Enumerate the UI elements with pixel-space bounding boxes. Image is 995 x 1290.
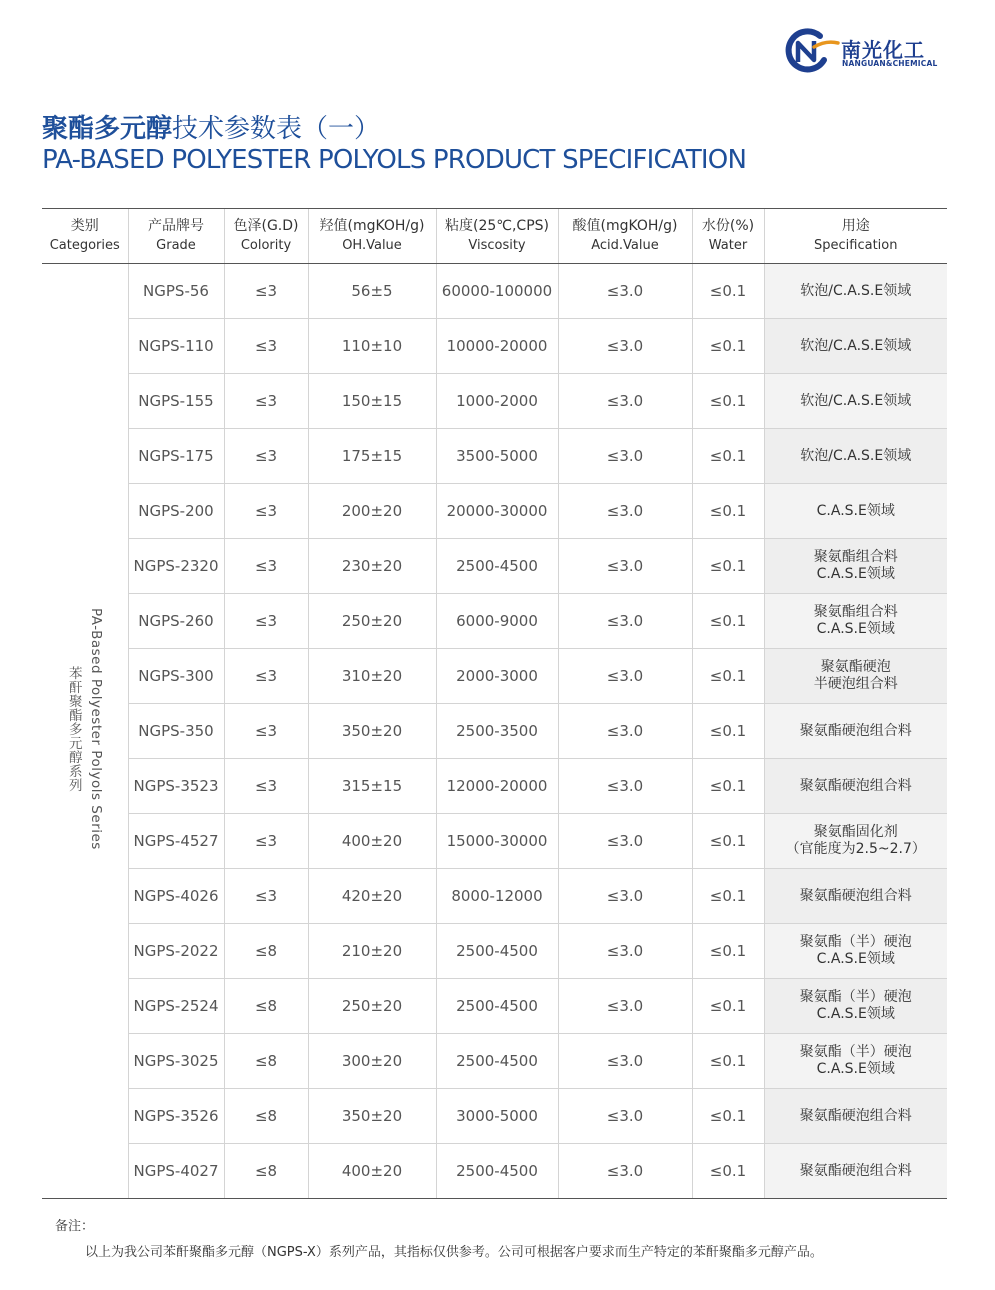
colority-cell: ≤3 bbox=[224, 539, 308, 594]
oh-value-cell: 350±20 bbox=[308, 704, 436, 759]
acid-value-cell: ≤3.0 bbox=[558, 979, 692, 1034]
table-row bbox=[42, 704, 947, 759]
colority-cell: ≤3 bbox=[224, 649, 308, 704]
colority-cell: ≤8 bbox=[224, 924, 308, 979]
header-water bbox=[692, 209, 764, 264]
specification-cell bbox=[764, 979, 947, 1034]
header-en: Viscosity bbox=[468, 238, 526, 253]
colority-cell: ≤3 bbox=[224, 704, 308, 759]
specification-line: 聚氨酯硬泡 bbox=[820, 659, 891, 675]
oh-value-cell: 110±10 bbox=[308, 319, 436, 374]
acid-value-cell: ≤3.0 bbox=[558, 924, 692, 979]
colority-cell: ≤3 bbox=[224, 814, 308, 869]
grade-cell: NGPS-56 bbox=[128, 264, 224, 319]
colority-cell: ≤3 bbox=[224, 264, 308, 319]
specification-line: C.A.S.E领域 bbox=[816, 1006, 895, 1022]
header-viscosity bbox=[436, 209, 558, 264]
colority-cell: ≤3 bbox=[224, 319, 308, 374]
acid-value-cell: ≤3.0 bbox=[558, 1144, 692, 1199]
oh-value-cell: 400±20 bbox=[308, 1144, 436, 1199]
specification-cell bbox=[764, 704, 947, 759]
specification-line: 聚氨酯硬泡组合料 bbox=[799, 1162, 912, 1179]
colority-cell: ≤3 bbox=[224, 594, 308, 649]
oh-value-cell: 315±15 bbox=[308, 759, 436, 814]
oh-value-cell: 150±15 bbox=[308, 374, 436, 429]
viscosity-cell: 2500-4500 bbox=[436, 539, 558, 594]
oh-value-cell: 250±20 bbox=[308, 594, 436, 649]
water-cell: ≤0.1 bbox=[692, 264, 764, 319]
table-row bbox=[42, 924, 947, 979]
specification-cell bbox=[764, 374, 947, 429]
header-cn: 产品牌号 bbox=[148, 218, 204, 234]
acid-value-cell: ≤3.0 bbox=[558, 649, 692, 704]
table-row bbox=[42, 814, 947, 869]
table-row bbox=[42, 484, 947, 539]
page-title-cn-bold: 聚酯多元醇 bbox=[42, 114, 173, 144]
header-en: OH.Value bbox=[342, 238, 402, 253]
water-cell: ≤0.1 bbox=[692, 484, 764, 539]
header-cn: 用途 bbox=[841, 218, 870, 234]
specification-line: C.A.S.E领域 bbox=[816, 621, 895, 637]
specification-line: 聚氨酯硬泡组合料 bbox=[799, 722, 912, 739]
water-cell: ≤0.1 bbox=[692, 704, 764, 759]
viscosity-cell: 2500-4500 bbox=[436, 1034, 558, 1089]
water-cell: ≤0.1 bbox=[692, 979, 764, 1034]
page-title-cn-rest: 技术参数表（一） bbox=[172, 114, 381, 144]
grade-cell: NGPS-200 bbox=[128, 484, 224, 539]
viscosity-cell: 8000-12000 bbox=[436, 869, 558, 924]
viscosity-cell: 12000-20000 bbox=[436, 759, 558, 814]
specification-cell bbox=[764, 1089, 947, 1144]
specification-cell bbox=[764, 319, 947, 374]
header-colority bbox=[224, 209, 308, 264]
grade-cell: NGPS-110 bbox=[128, 319, 224, 374]
table-row bbox=[42, 1034, 947, 1089]
specification-line: 聚氨酯硬泡组合料 bbox=[799, 777, 912, 794]
colority-cell: ≤8 bbox=[224, 1089, 308, 1144]
grade-cell: NGPS-350 bbox=[128, 704, 224, 759]
water-cell: ≤0.1 bbox=[692, 869, 764, 924]
viscosity-cell: 1000-2000 bbox=[436, 374, 558, 429]
table-row bbox=[42, 319, 947, 374]
colority-cell: ≤8 bbox=[224, 1034, 308, 1089]
specification-line: （官能度为2.5~2.7） bbox=[785, 841, 926, 857]
oh-value-cell: 310±20 bbox=[308, 649, 436, 704]
colority-cell: ≤3 bbox=[224, 374, 308, 429]
header-en: Specification bbox=[814, 238, 898, 253]
grade-cell: NGPS-4026 bbox=[128, 869, 224, 924]
notes-title: 备注： bbox=[55, 1219, 95, 1234]
oh-value-cell: 400±20 bbox=[308, 814, 436, 869]
header-categories bbox=[42, 209, 128, 264]
table-row bbox=[42, 759, 947, 814]
viscosity-cell: 60000-100000 bbox=[436, 264, 558, 319]
specification-cell bbox=[764, 1034, 947, 1089]
colority-cell: ≤3 bbox=[224, 869, 308, 924]
grade-cell: NGPS-2320 bbox=[128, 539, 224, 594]
header-specification bbox=[764, 209, 947, 264]
header-cn: 粘度(25℃,CPS) bbox=[444, 218, 549, 234]
water-cell: ≤0.1 bbox=[692, 319, 764, 374]
table-row bbox=[42, 429, 947, 484]
category-label-cn: 苯酐聚酯多元醇系列 bbox=[65, 665, 82, 792]
company-logo bbox=[784, 26, 954, 78]
colority-cell: ≤3 bbox=[224, 429, 308, 484]
specification-line: 聚氨酯组合料 bbox=[813, 549, 898, 565]
grade-cell: NGPS-155 bbox=[128, 374, 224, 429]
colority-cell: ≤3 bbox=[224, 759, 308, 814]
specification-line: 软泡/C.A.S.E领域 bbox=[800, 447, 912, 464]
water-cell: ≤0.1 bbox=[692, 649, 764, 704]
acid-value-cell: ≤3.0 bbox=[558, 374, 692, 429]
specification-line: 聚氨酯（半）硬泡 bbox=[799, 989, 912, 1005]
header-en: Acid.Value bbox=[591, 238, 659, 253]
acid-value-cell: ≤3.0 bbox=[558, 429, 692, 484]
viscosity-cell: 3500-5000 bbox=[436, 429, 558, 484]
specification-cell bbox=[764, 759, 947, 814]
category-cell bbox=[42, 264, 128, 1199]
logo-name-cn: 南光化工 bbox=[841, 38, 925, 62]
water-cell: ≤0.1 bbox=[692, 759, 764, 814]
acid-value-cell: ≤3.0 bbox=[558, 759, 692, 814]
category-label bbox=[63, 608, 107, 850]
page-title-en: PA-BASED POLYESTER POLYOLS PRODUCT SPECIFICATION bbox=[42, 145, 747, 175]
specification-cell bbox=[764, 814, 947, 869]
specification-cell bbox=[764, 429, 947, 484]
oh-value-cell: 420±20 bbox=[308, 869, 436, 924]
header-row bbox=[42, 209, 947, 264]
acid-value-cell: ≤3.0 bbox=[558, 594, 692, 649]
specification-cell bbox=[764, 869, 947, 924]
category-label-en: PA-Based Polyester Polyols Series bbox=[87, 608, 104, 850]
grade-cell: NGPS-4027 bbox=[128, 1144, 224, 1199]
specification-line: 半硬泡组合料 bbox=[813, 676, 898, 692]
specification-line: 软泡/C.A.S.E领域 bbox=[800, 337, 912, 354]
header-cn: 水份(%) bbox=[701, 218, 755, 234]
header-en: Categories bbox=[49, 238, 120, 253]
specification-cell bbox=[764, 1144, 947, 1199]
viscosity-cell: 2500-4500 bbox=[436, 1144, 558, 1199]
grade-cell: NGPS-300 bbox=[128, 649, 224, 704]
oh-value-cell: 175±15 bbox=[308, 429, 436, 484]
header-cn: 酸值(mgKOH/g) bbox=[572, 218, 678, 234]
specification-line: C.A.S.E领域 bbox=[816, 1061, 895, 1077]
header-en: Grade bbox=[156, 238, 196, 253]
spec-table bbox=[42, 208, 947, 1199]
table-row bbox=[42, 869, 947, 924]
notes bbox=[55, 1215, 823, 1260]
specification-line: 聚氨酯硬泡组合料 bbox=[799, 1107, 912, 1124]
header-en: Water bbox=[708, 238, 748, 253]
specification-line: 聚氨酯（半）硬泡 bbox=[799, 934, 912, 950]
acid-value-cell: ≤3.0 bbox=[558, 484, 692, 539]
acid-value-cell: ≤3.0 bbox=[558, 1089, 692, 1144]
specification-cell bbox=[764, 924, 947, 979]
logo-name-en: NANGUAN&CHEMICAL bbox=[842, 59, 938, 68]
viscosity-cell: 2500-4500 bbox=[436, 924, 558, 979]
header-cn: 羟值(mgKOH/g) bbox=[319, 218, 425, 234]
grade-cell: NGPS-3523 bbox=[128, 759, 224, 814]
table-row bbox=[42, 1144, 947, 1199]
water-cell: ≤0.1 bbox=[692, 924, 764, 979]
specification-cell bbox=[764, 484, 947, 539]
table-row bbox=[42, 594, 947, 649]
specification-cell bbox=[764, 649, 947, 704]
header-en: Colority bbox=[240, 238, 292, 253]
water-cell: ≤0.1 bbox=[692, 1089, 764, 1144]
header-acid-value bbox=[558, 209, 692, 264]
logo-mark-icon bbox=[784, 26, 840, 78]
page-title-cn bbox=[42, 108, 380, 145]
water-cell: ≤0.1 bbox=[692, 539, 764, 594]
header-oh-value bbox=[308, 209, 436, 264]
oh-value-cell: 230±20 bbox=[308, 539, 436, 594]
viscosity-cell: 20000-30000 bbox=[436, 484, 558, 539]
specification-line: 聚氨酯硬泡组合料 bbox=[799, 887, 912, 904]
acid-value-cell: ≤3.0 bbox=[558, 539, 692, 594]
table-row bbox=[42, 539, 947, 594]
grade-cell: NGPS-2524 bbox=[128, 979, 224, 1034]
oh-value-cell: 300±20 bbox=[308, 1034, 436, 1089]
table-row bbox=[42, 649, 947, 704]
spec-table-body bbox=[42, 264, 947, 1199]
water-cell: ≤0.1 bbox=[692, 429, 764, 484]
table-row bbox=[42, 264, 947, 319]
colority-cell: ≤3 bbox=[224, 484, 308, 539]
specification-cell bbox=[764, 594, 947, 649]
viscosity-cell: 2000-3000 bbox=[436, 649, 558, 704]
acid-value-cell: ≤3.0 bbox=[558, 1034, 692, 1089]
water-cell: ≤0.1 bbox=[692, 1144, 764, 1199]
table-row bbox=[42, 374, 947, 429]
acid-value-cell: ≤3.0 bbox=[558, 319, 692, 374]
colority-cell: ≤8 bbox=[224, 1144, 308, 1199]
grade-cell: NGPS-260 bbox=[128, 594, 224, 649]
table-row bbox=[42, 979, 947, 1034]
header-cn: 类别 bbox=[70, 218, 99, 234]
oh-value-cell: 56±5 bbox=[308, 264, 436, 319]
specification-cell bbox=[764, 539, 947, 594]
oh-value-cell: 250±20 bbox=[308, 979, 436, 1034]
oh-value-cell: 210±20 bbox=[308, 924, 436, 979]
colority-cell: ≤8 bbox=[224, 979, 308, 1034]
viscosity-cell: 2500-3500 bbox=[436, 704, 558, 759]
specification-line: 聚氨酯组合料 bbox=[813, 604, 898, 620]
oh-value-cell: 350±20 bbox=[308, 1089, 436, 1144]
viscosity-cell: 2500-4500 bbox=[436, 979, 558, 1034]
viscosity-cell: 10000-20000 bbox=[436, 319, 558, 374]
grade-cell: NGPS-4527 bbox=[128, 814, 224, 869]
specification-line: C.A.S.E领域 bbox=[816, 502, 895, 519]
specification-line: C.A.S.E领域 bbox=[816, 951, 895, 967]
specification-line: 软泡/C.A.S.E领域 bbox=[800, 392, 912, 409]
grade-cell: NGPS-3025 bbox=[128, 1034, 224, 1089]
acid-value-cell: ≤3.0 bbox=[558, 869, 692, 924]
viscosity-cell: 15000-30000 bbox=[436, 814, 558, 869]
grade-cell: NGPS-2022 bbox=[128, 924, 224, 979]
notes-text: 以上为我公司苯酐聚酯多元醇（NGPS-X）系列产品，其指标仅供参考。公司可根据客户要求而生产特定的苯酐聚酯多元醇产品。 bbox=[85, 1245, 823, 1260]
specification-line: 聚氨酯固化剂 bbox=[813, 824, 898, 840]
grade-cell: NGPS-175 bbox=[128, 429, 224, 484]
specification-line: 软泡/C.A.S.E领域 bbox=[800, 282, 912, 299]
viscosity-cell: 3000-5000 bbox=[436, 1089, 558, 1144]
water-cell: ≤0.1 bbox=[692, 1034, 764, 1089]
specification-cell bbox=[764, 264, 947, 319]
acid-value-cell: ≤3.0 bbox=[558, 814, 692, 869]
table-row bbox=[42, 1089, 947, 1144]
water-cell: ≤0.1 bbox=[692, 374, 764, 429]
acid-value-cell: ≤3.0 bbox=[558, 704, 692, 759]
acid-value-cell: ≤3.0 bbox=[558, 264, 692, 319]
header-grade bbox=[128, 209, 224, 264]
header-cn: 色泽(G.D) bbox=[233, 218, 299, 234]
viscosity-cell: 6000-9000 bbox=[436, 594, 558, 649]
grade-cell: NGPS-3526 bbox=[128, 1089, 224, 1144]
water-cell: ≤0.1 bbox=[692, 814, 764, 869]
specification-line: C.A.S.E领域 bbox=[816, 566, 895, 582]
specification-line: 聚氨酯（半）硬泡 bbox=[799, 1044, 912, 1060]
oh-value-cell: 200±20 bbox=[308, 484, 436, 539]
water-cell: ≤0.1 bbox=[692, 594, 764, 649]
